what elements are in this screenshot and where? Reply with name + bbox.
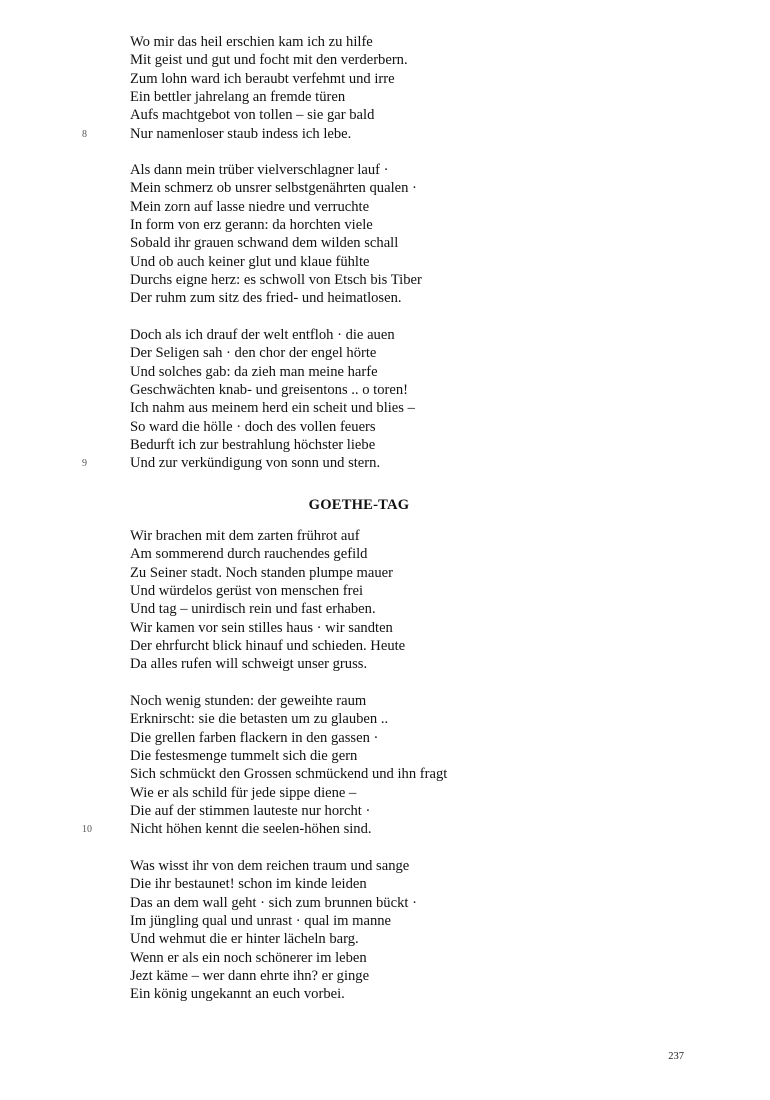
poem-line (130, 600, 690, 618)
poem-line (130, 33, 690, 51)
poem-line (130, 949, 690, 967)
poem-line (130, 802, 690, 820)
poem-line-text: Ein bettler jahrelang an fremde türen (130, 89, 346, 106)
poem-line (130, 436, 690, 454)
poem-line (130, 344, 690, 362)
poem-line-text: Geschwächten knab- und greisentons .. o toren! (130, 382, 409, 399)
poem-line-text: Im jüngling qual und unrast · qual im manne (130, 913, 392, 930)
poem-line-text: Nicht höhen kennt die seelen-höhen sind. (130, 821, 372, 838)
poem-line-text: So ward die hölle · doch des vollen feuers (130, 418, 376, 435)
poem-line-text: Ich nahm aus meinem herd ein scheit und blies – (130, 400, 415, 417)
poem-line (130, 253, 690, 271)
poem-line-text: Wo mir das heil erschien kam ich zu hilfe (130, 34, 373, 50)
poem-line (130, 363, 690, 381)
poem-line-text: Wie er als schild für jede sippe diene – (130, 784, 357, 801)
poem-line (82, 820, 690, 838)
poem-line (130, 619, 690, 637)
poem-line (130, 710, 690, 728)
poem-line-text: Die grellen farben flackern in den gassen · (130, 729, 379, 746)
poem-line-text: Was wisst ihr von dem reichen traum und sange (130, 858, 410, 874)
poem-line (130, 747, 690, 765)
stanza (82, 33, 690, 143)
poem-line-text: Durchs eigne herz: es schwoll von Etsch bis Tiber (130, 272, 422, 289)
poem-line (130, 179, 690, 197)
stanza (82, 326, 690, 473)
poem-line-text: Doch als ich drauf der welt entfloh · die auen (130, 327, 395, 343)
stanza (130, 527, 690, 674)
poem-line (130, 399, 690, 417)
poem-line (130, 765, 690, 783)
stanza (130, 857, 690, 1004)
poem-line (130, 545, 690, 563)
stanza (130, 161, 690, 308)
poem-line-text: Und ob auch keiner glut und klaue fühlte (130, 253, 370, 270)
poem-line (130, 326, 690, 344)
poem-line-text: Wir brachen mit dem zarten frührot auf (130, 528, 360, 544)
poem-line-text: Mein schmerz ob unsrer selbstgenährten qualen · (130, 180, 417, 197)
poem-line-text: Wir kamen vor sein stilles haus · wir sandten (130, 619, 393, 636)
poem-line (130, 106, 690, 124)
poem-line (130, 271, 690, 289)
poem-line (82, 125, 690, 143)
poem-line (130, 637, 690, 655)
poem-line (130, 234, 690, 252)
poem-line (130, 655, 690, 673)
poem-title: GOETHE-TAG (308, 497, 410, 513)
poem-line-text: Sobald ihr grauen schwand dem wilden schall (130, 235, 399, 252)
poem-line-text: Zu Seiner stadt. Noch standen plumpe mauer (130, 564, 394, 581)
line-number: 9 (82, 458, 87, 470)
poem-line (130, 51, 690, 69)
poem-line-text: Die festesmenge tummelt sich die gern (130, 748, 358, 765)
poem-line-text: Zum lohn ward ich beraubt verfehmt und irre (130, 70, 395, 87)
poem-line (130, 784, 690, 802)
poem-line-text: Und tag – unirdisch rein und fast erhaben. (130, 601, 376, 618)
poem-line-text: Bedurft ich zur bestrahlung höchster liebe (130, 437, 376, 454)
poem-line-text: Der ehrfurcht blick hinauf und schieden. Heute (130, 638, 406, 655)
stanza (82, 692, 690, 839)
poem-line-text: Und solches gab: da zieh man meine harfe (130, 363, 378, 380)
line-number: 10 (82, 824, 92, 836)
poem-line (130, 582, 690, 600)
poem-line (130, 289, 690, 307)
poem-line-text: Da alles rufen will schweigt unser gruss. (130, 656, 368, 673)
poem-line (130, 692, 690, 710)
poem-line-text: Mein zorn auf lasse niedre und verruchte (130, 198, 370, 215)
poem-line (130, 216, 690, 234)
poem-line (130, 894, 690, 912)
poem-line-text: Wenn er als ein noch schönerer im leben (130, 949, 367, 966)
poem-line-text: Die auf der stimmen lauteste nur horcht · (130, 803, 371, 820)
poem-line (130, 70, 690, 88)
poem-line-text: Der ruhm zum sitz des fried- und heimatlosen. (130, 290, 402, 307)
poem-line-text: Die ihr bestaunet! schon im kinde leiden (130, 876, 367, 893)
poem-line (130, 967, 690, 985)
poem-line-text: Aufs machtgebot von tollen – sie gar bald (130, 107, 375, 124)
poem-line (130, 527, 690, 545)
poem-line-text: Als dann mein trüber vielverschlagner lauf · (130, 162, 389, 178)
poem-line (130, 930, 690, 948)
poem-line-text: Mit geist und gut und focht mit den verderbern. (130, 52, 408, 69)
poem-line-text: Am sommerend durch rauchendes gefild (130, 546, 368, 563)
poem-line (130, 985, 690, 1003)
poem-line-text: Das an dem wall geht · sich zum brunnen bückt · (130, 894, 417, 911)
poem-line-text: Jezt käme – wer dann ehrte ihn? er ginge (130, 968, 370, 985)
poem-line-text: Sich schmückt den Grossen schmückend und ihn fragt (130, 766, 448, 783)
poem-line-text: Nur namenloser staub indess ich lebe. (130, 125, 352, 142)
poem-line-text: Der Seligen sah · den chor der engel hörte (130, 345, 377, 362)
poem-line (130, 857, 690, 875)
poem-line-text: Und zur verkündigung von sonn und stern. (130, 455, 381, 472)
poem-line (130, 875, 690, 893)
poem-line-text: Ein könig ungekannt an euch vorbei. (130, 986, 345, 1003)
poem-line (130, 88, 690, 106)
poem-line-text: Noch wenig stunden: der geweihte raum (130, 693, 367, 709)
poem-line (130, 381, 690, 399)
poem-line-text: Und würdelos gerüst von menschen frei (130, 583, 364, 600)
poem-line (130, 912, 690, 930)
line-number: 8 (82, 128, 87, 140)
poem-line (130, 198, 690, 216)
poem-line (130, 564, 690, 582)
poem-line (82, 454, 690, 472)
poem-line (130, 418, 690, 436)
poem-line-text: Erknirscht: sie die betasten um zu glauben .. (130, 711, 389, 728)
poem-line-text: Und wehmut die er hinter lächeln barg. (130, 931, 359, 948)
page-number: 237 (668, 1051, 684, 1062)
poem-line (130, 729, 690, 747)
poem-line (130, 161, 690, 179)
poem-line-text: In form von erz gerann: da horchten viele (130, 217, 373, 234)
